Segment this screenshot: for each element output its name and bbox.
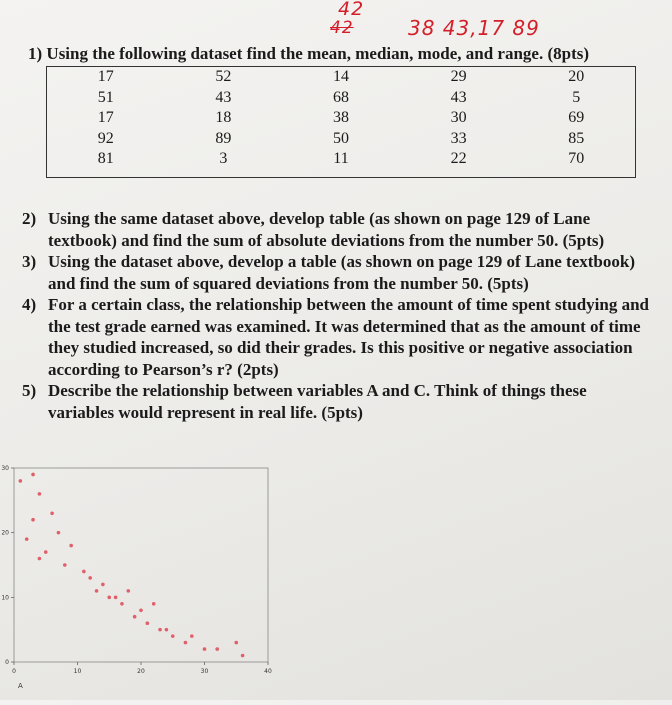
dataset-cell: 38 bbox=[332, 109, 349, 126]
dataset-cell: 43 bbox=[215, 88, 232, 106]
scatter-point bbox=[203, 647, 207, 651]
scatter-point bbox=[146, 621, 150, 625]
dataset-cell: 43 bbox=[450, 88, 467, 106]
dataset-cell: 17 bbox=[97, 68, 114, 85]
question-text: Using the same dataset above, develop table (as shown on page 129 of Lane textbook) and find the sum of absolute deviations from the number 50. (5pts) bbox=[48, 209, 605, 250]
dataset-cell: 51 bbox=[97, 88, 114, 106]
dataset-cell: 30 bbox=[450, 109, 467, 126]
dataset-cell: 3 bbox=[219, 150, 228, 167]
dataset-cell: 68 bbox=[332, 88, 349, 106]
y-tick-label: 0 bbox=[5, 659, 9, 666]
scatter-point bbox=[184, 641, 188, 645]
dataset-cell: 50 bbox=[332, 129, 349, 147]
question-3 bbox=[22, 251, 652, 294]
question-text: Using the dataset above, develop a table (as shown on page 129 of Lane textbook) and find the sum of squared deviations from the number 50. (5pts) bbox=[48, 252, 635, 293]
x-tick-label: 20 bbox=[137, 668, 145, 675]
dataset-cell: 18 bbox=[215, 109, 232, 126]
dataset-cell: 89 bbox=[215, 129, 232, 147]
scatter-point bbox=[19, 479, 23, 483]
dataset-cell: 29 bbox=[450, 68, 467, 85]
scatter-point bbox=[171, 634, 175, 638]
handwritten-annotation-top: 42 bbox=[338, 0, 365, 20]
dataset-cell: 52 bbox=[215, 68, 232, 85]
question-number: 3) bbox=[22, 252, 37, 271]
question-2 bbox=[22, 208, 652, 251]
scatter-point bbox=[241, 654, 245, 658]
question-5 bbox=[22, 380, 652, 423]
dataset-row bbox=[47, 108, 635, 129]
scatter-point bbox=[152, 602, 156, 606]
scatter-point bbox=[190, 634, 194, 638]
scatter-point bbox=[69, 544, 73, 548]
scatter-point bbox=[31, 518, 35, 522]
dataset-cell: 92 bbox=[97, 129, 114, 147]
dataset-cell: 69 bbox=[568, 109, 585, 126]
x-tick-label: 10 bbox=[73, 668, 82, 675]
question-text: For a certain class, the relationship between the amount of time spent studying and the test grade earned was examined. It was determined that as the amount of time they studied increased, so did their grades. Is this positive or negative association according to Pearson’s r? (2pts) bbox=[48, 295, 649, 379]
scatter-point bbox=[88, 576, 92, 580]
scatter-point bbox=[114, 596, 118, 600]
scatter-point bbox=[139, 608, 143, 612]
dataset-row bbox=[47, 149, 635, 170]
question-list bbox=[22, 208, 652, 423]
scatter-point bbox=[215, 647, 219, 651]
scatter-point bbox=[107, 596, 111, 600]
question-1: 1) Using the following dataset find the mean, median, mode, and range. (8pts) bbox=[28, 44, 590, 63]
x-axis-label: A bbox=[18, 682, 23, 690]
scatter-point bbox=[63, 563, 67, 567]
scatter-point bbox=[25, 537, 29, 541]
dataset-cell: 20 bbox=[568, 68, 585, 85]
dataset-row bbox=[47, 129, 635, 150]
dataset-cell: 70 bbox=[568, 150, 585, 167]
x-tick-label: 30 bbox=[200, 668, 209, 675]
dataset-row bbox=[47, 67, 635, 88]
scatter-point bbox=[95, 589, 99, 593]
scatter-point bbox=[57, 531, 61, 535]
dataset-cell: 81 bbox=[97, 150, 114, 167]
plot-frame bbox=[14, 468, 268, 662]
scatter-point bbox=[127, 589, 131, 593]
scatter-plot bbox=[0, 452, 300, 700]
y-tick-label: 20 bbox=[1, 529, 9, 537]
y-tick-label: 10 bbox=[1, 594, 9, 602]
dataset-table bbox=[46, 66, 636, 178]
scatter-point bbox=[120, 602, 124, 606]
question-4 bbox=[22, 294, 652, 380]
scatter-point bbox=[38, 492, 42, 496]
scatter-point bbox=[158, 628, 162, 632]
question-number: 2) bbox=[22, 209, 37, 228]
x-tick-label: 0 bbox=[12, 668, 16, 675]
y-tick-label: 30 bbox=[1, 465, 9, 472]
dataset-cell: 11 bbox=[333, 150, 349, 167]
scatter-point bbox=[82, 570, 86, 574]
scatter-point bbox=[44, 550, 48, 554]
handwritten-annotation-values: 38 43,17 89 bbox=[408, 16, 540, 40]
scatter-point bbox=[50, 511, 54, 515]
scatter-point bbox=[38, 557, 42, 561]
dataset-cell: 5 bbox=[572, 88, 581, 106]
scatter-point bbox=[101, 583, 105, 587]
question-number: 5) bbox=[22, 381, 37, 400]
handwritten-annotation-struck: 42 bbox=[330, 18, 354, 38]
dataset-cell: 33 bbox=[450, 129, 467, 147]
scatter-point bbox=[133, 615, 137, 619]
question-number: 4) bbox=[22, 295, 37, 314]
question-text: Describe the relationship between variables A and C. Think of things these variables would represent in real life. (5pts) bbox=[48, 381, 587, 422]
scatter-point bbox=[165, 628, 169, 632]
dataset-row bbox=[47, 88, 635, 109]
dataset-cell: 85 bbox=[568, 129, 585, 147]
scatter-point bbox=[31, 473, 35, 477]
scatter-point bbox=[234, 641, 238, 645]
dataset-cell: 14 bbox=[332, 68, 349, 85]
x-tick-label: 40 bbox=[264, 668, 272, 675]
scatter-plot-svg bbox=[0, 452, 300, 700]
dataset-cell: 22 bbox=[450, 150, 467, 167]
dataset-cell: 17 bbox=[97, 109, 114, 126]
